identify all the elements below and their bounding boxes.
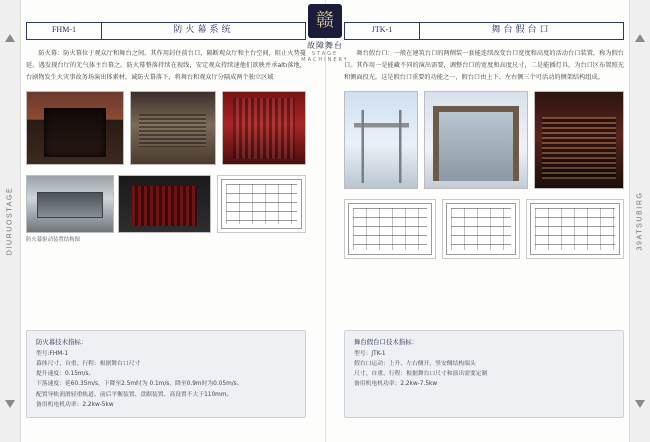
logo-glyph-icon: 赣 — [308, 4, 342, 38]
fire-curtain-machine-photo — [26, 175, 114, 233]
left-spec-line-5: 配置导轨润滑轻重轨道、前后平衡装置、盘踞装置、高设置不大于110mm。 — [36, 391, 233, 398]
rail-arrow-up-right-icon — [635, 34, 645, 42]
right-spec-box — [344, 330, 624, 418]
right-spec-line-4: 备用机电机功率：2.2kw-7.5kw — [354, 381, 438, 388]
brand-subtitle: STAGE MACHINERY — [301, 51, 349, 63]
left-spec-line-4: 下落速度：延60.35m/s，下降至2.5m时为 0.1m/s，降至0.9m时为0.05m/s。 — [36, 381, 243, 388]
right-description: 舞台假台口：一般在建筑台口的两侧装一套能连续改变台口宽度和高度的活动台口装置，称为假台口。其作用一是能藏不同的演出需要，调整台口的宽度和高度尺寸，二是能插灯具，为台口区布置照光和侧面投光。这是假台口重要的功能之一，假台口由上下、左右侧三个可活动的侧架结构组成。 — [344, 50, 624, 81]
left-spec-title: 防火幕技术指标： — [36, 338, 88, 346]
fire-curtain-drawing — [217, 175, 306, 233]
left-spec-line-6: 备用机电机功率：2.2kw-5kw — [36, 401, 114, 408]
stage-tower-photo — [344, 91, 418, 189]
right-product-code: JTK-1 — [345, 23, 420, 39]
left-product-code: FHM-1 — [27, 23, 102, 39]
false-proscenium-drawing-2 — [442, 199, 520, 259]
right-title-bar — [344, 22, 624, 40]
center-divider — [325, 0, 326, 442]
fire-curtain-closed-photo — [118, 175, 211, 233]
right-spec-line-1: 型号：JTK-1 — [354, 351, 386, 357]
left-spec-line-2: 幕体尺寸、自重、行程：根据舞台口尺寸 — [36, 361, 141, 368]
right-spec-title: 舞台假台口技术指标： — [354, 338, 418, 346]
right-rail-label: 39ATSUBIRG — [636, 191, 644, 251]
right-spec-line-2: 假台口运动：上升、左右侧开，竖安侧结构端头 — [354, 361, 476, 368]
false-proscenium-drawing-1 — [344, 199, 436, 259]
rail-arrow-down-left-icon — [5, 400, 15, 408]
right-vertical-rail — [629, 0, 650, 442]
right-column — [344, 22, 624, 259]
right-spec-line-3: 尺寸、自重、行程：根据舞台口尺寸和演出需要定制 — [354, 371, 488, 378]
brand-name: 故障舞台 — [307, 41, 343, 50]
fire-curtain-machine-caption: 防火幕驱动装置结构图 — [26, 237, 80, 244]
left-column — [26, 22, 306, 243]
left-description: 防火幕：防火幕位于观众厅和舞台之间。其作用封住前台口，隔断观众厅和主台空间，阻止火势蔓延。遇发现台厅的无气体主台幕之。防火幕整落持续在视线，安定观众持续速他们欲映并承altı落地，台剧物发生火灾事故务场演出体素材，诚防火幕落下，将舞台和观众厅分隔成两个独立区域 — [26, 50, 306, 81]
left-spec-line-1: 型号:FHM-1 — [36, 351, 69, 357]
left-product-title: 防火幕系统 — [173, 25, 234, 35]
stage-proscenium-photo — [26, 91, 124, 165]
false-proscenium-frame-photo — [424, 91, 528, 189]
right-product-title: 舞台假台口 — [491, 25, 552, 35]
auditorium-photo — [130, 91, 216, 165]
left-spec-line-3: 提升速度：0.15m/s。 — [36, 371, 95, 378]
left-spec-box — [26, 330, 306, 418]
red-curtain-photo — [222, 91, 306, 165]
false-proscenium-drawing-3 — [526, 199, 624, 259]
theatre-interior-photo — [534, 91, 624, 189]
left-rail-label: DIURUOSTAGE — [6, 186, 14, 256]
left-vertical-rail — [0, 0, 21, 442]
rail-arrow-down-right-icon — [635, 400, 645, 408]
brand-logo — [289, 4, 361, 63]
rail-arrow-up-left-icon — [5, 34, 15, 42]
left-title-bar — [26, 22, 306, 40]
